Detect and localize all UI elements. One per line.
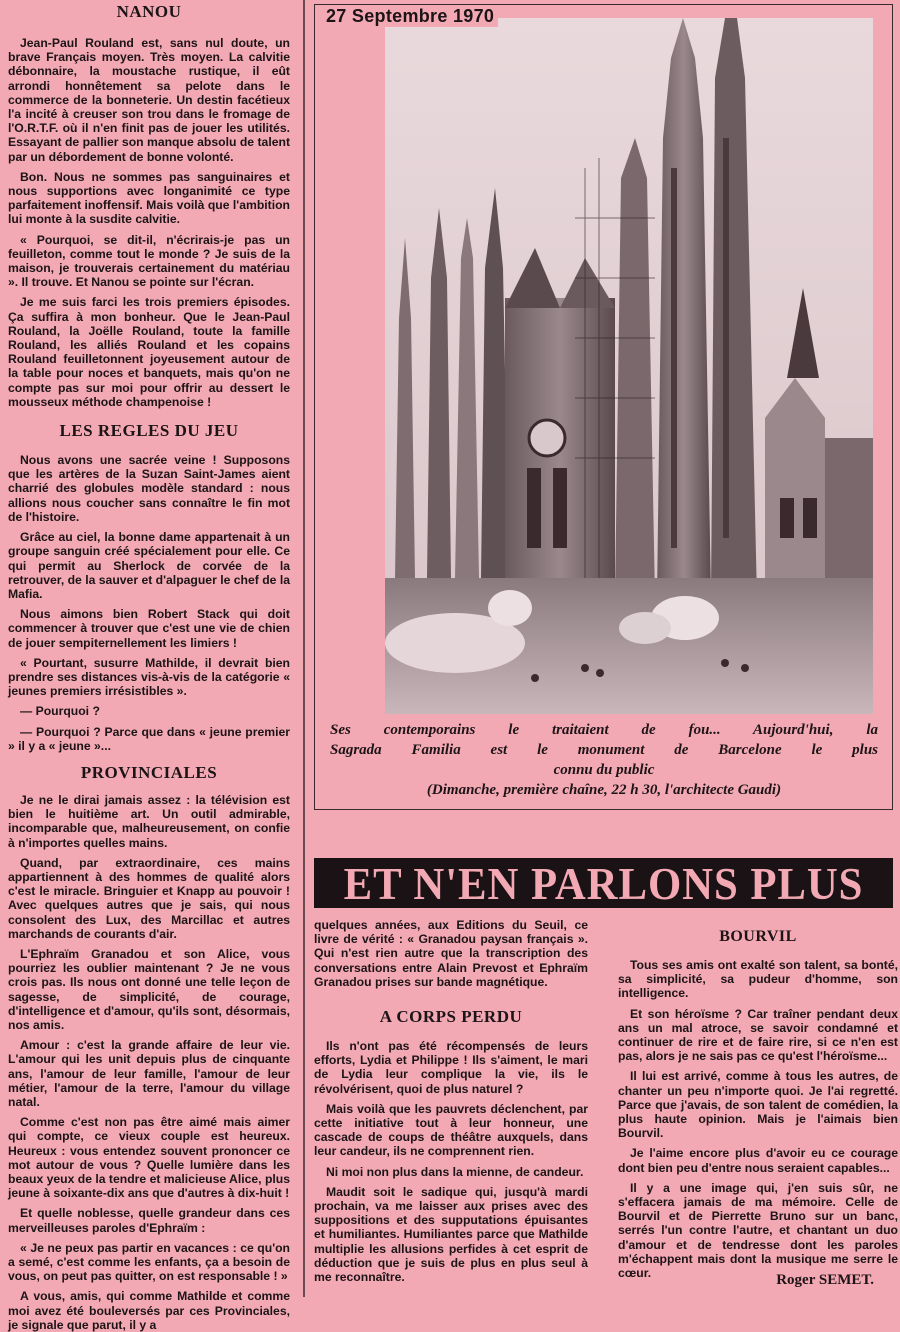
right-column	[618, 928, 898, 1286]
banner-title: ET N'EN PARLONS PLUS	[343, 858, 864, 909]
caption-line: Sagrada Familia est le monument de Barcelone le plus	[330, 742, 878, 758]
article-paragraph: Je ne le dirai jamais assez : la télévision est bien le huitième art. Un outil admirable, incomparable que, malheureusement, on confie à n'importes quelles mains.	[8, 792, 290, 850]
article-paragraph: Je me suis farci les trois premiers épisodes. Ça suffira à mon bonheur. Que le Jean-Paul Rouland, la Joëlle Rouland, toute la famille Rouland, les alliés Rouland et les copains Rouland feuilletonnent joyeusement autour de la table pour noces et banquets, mais qu'on ne compte pas sur moi pour offrir au dessert le mousseux méthode champenoise !	[8, 295, 290, 409]
caption-line: connu du public	[553, 762, 655, 778]
article-paragraph: Amour : c'est la grande affaire de leur vie. L'amour qui les unit depuis plus de cinquante ans, l'amour de leur famille, l'amour de leur métier, l'amour de la terre, l'amour du village natal.	[8, 1038, 290, 1109]
column-banner	[314, 858, 893, 908]
article-paragraph: Il lui est arrivé, comme à tous les autres, de chanter un peu n'importe quoi. Je l'ai regretté. Parce que j'avais, de son talent de comédien, la plus haute opinion. Mais je l'aimais bien Bourvil.	[618, 1069, 898, 1141]
section-title-corps-perdu: A CORPS PERDU	[379, 1007, 523, 1027]
caption-line: (Dimanche, première chaîne, 22 h 30, l'architecte Gaudi)	[426, 782, 782, 798]
article-paragraph: Tous ses amis ont exalté son talent, sa bonté, sa simplicité, sa pudeur d'homme, son intelligence.	[618, 958, 898, 1001]
article-paragraph: Comme c'est non pas être aimé mais aimer qui compte, ce vieux couple est heureux. Heureux : vous entendez souvent prononcer ce mot autour de vous ? Quelle lumière dans les beaux yeux de la tendre et malicieuse Alice, plus jeune à soixante-dix ans que d'autres à dix-huit !	[8, 1115, 291, 1201]
publication-date: 27 Septembre 1970	[322, 6, 498, 27]
section-title-regles: LES REGLES DU JEU	[59, 421, 239, 441]
column-divider	[303, 0, 305, 1297]
article-paragraph: — Pourquoi ? Parce que dans « jeune premier » il y a « jeune »...	[8, 724, 290, 753]
section-title-bourvil: BOURVIL	[719, 928, 797, 945]
section-title-nanou: NANOU	[116, 2, 182, 21]
article-paragraph: quelques années, aux Editions du Seuil, ce livre de vérité : « Granadou paysan français ». Qui n'est rien autre que la transcription des conversations entre Alain Prevost et Ephraïm Granadou prises sur bande magnétique.	[314, 918, 588, 989]
article-paragraph: Il y a une image qui, j'en suis sûr, ne s'effacera jamais de ma mémoire. Celle de Bourvil et de Pierrette Bruno sur un banc, serrés l'un contre l'autre, et chantant un duo d'amour et de tendresse dont les paroles m'échappent mais dont la musique me serre le cœur.	[618, 1180, 898, 1281]
article-paragraph: Quand, par extraordinaire, ces mains appartiennent à des hommes de qualité alors c'est le miracle. Bringuier et Knapp au pouvoir ! Avec quelques autres que je sais, qui nous consolent des Lux, des Marcillac et autres marchands de courants d'air.	[8, 855, 290, 941]
left-column	[8, 0, 291, 1332]
article-paragraph: Ni moi non plus dans la mienne, de candeur.	[326, 1164, 584, 1179]
section-title-provinciales: PROVINCIALES	[80, 762, 218, 782]
article-paragraph: Nous avons une sacrée veine ! Supposons que les artères de la Suzan Saint-James aient charrié des globules modèle standard : nous allions nous coucher sans connaître le fin mot de l'histoire.	[8, 453, 290, 524]
sagrada-familia-photo	[385, 18, 873, 714]
article-paragraph: — Pourquoi ?	[20, 704, 100, 719]
article-paragraph: Jean-Paul Rouland est, sans nul doute, un brave Français moyen. Très moyen. La calvitie débonnaire, la moustache rustique, il eût arrondi honnêtement sa pelote dans le commerce de la bonneterie. Un destin facétieux l'a incité à creuser son trou dans le fromage de l'O.R.T.F. où il n'en finit pas de jouer les utilités. Essayant de pallier son manque absolu de talent par un débordement de bonne volonté.	[8, 36, 290, 164]
article-paragraph: L'Ephraïm Granadou et son Alice, vous pourriez les oublier maintenant ? Je ne vous crois pas. Ils nous ont donné une telle leçon de sagesse, de simplicité, de courage, d'intelligence et d'amour, qu'ils sont, désormais, nos amis.	[8, 946, 290, 1032]
article-paragraph: Grâce au ciel, la bonne dame appartenait à un groupe sanguin créé spécialement pour elle. Ce qui permit au Sherlock de corvée de la retrouver, de la sauver et d'alpaguer le chef de la Mafia.	[8, 530, 290, 601]
article-paragraph: « Je ne peux pas partir en vacances : ce qu'on a semé, c'est comme les enfants, ça a besoin de vous, on peut pas quitter, on est responsable ! »	[8, 1240, 290, 1284]
article-paragraph: Et quelle noblesse, quelle grandeur dans ces merveilleuses paroles d'Ephraïm :	[8, 1206, 290, 1235]
article-paragraph: « Pourtant, susurre Mathilde, il devrait bien prendre ses distances vis-à-vis de la catégorie « jeunes premiers irrésistibles ».	[8, 655, 290, 699]
article-paragraph: Ils n'ont pas été récompensés de leurs efforts, Lydia et Philippe ! Ils s'aiment, le mari de Lydia leur complique la vie, ils le révolvérisent, quoi de plus naturel ?	[314, 1039, 588, 1096]
article-paragraph: Maudit soit le sadique qui, jusqu'à mardi prochain, va me laisser aux prises avec des suppositions et des supputations épuisantes et humiliantes. Humiliantes parce que Mathilde multiplie les allusions perfides à cet esprit de déduction que je suis de plus en plus seul à me reconnaître.	[314, 1184, 588, 1285]
article-paragraph: Mais voilà que les pauvrets déclenchent, par cette initiative tout à leur honneur, une cascade de coups de théâtre auxquels, dans leur candeur, ils ne comprennent rien.	[314, 1101, 588, 1159]
article-paragraph: « Pourquoi, se dit-il, n'écrirais-je pas un feuilleton, comme tout le monde ? Je suis de la maison, je trouverais certainement du matériau ». Il trouve. Et Nanou se pointe sur l'écran.	[8, 232, 290, 290]
article-paragraph: Je l'aime encore plus d'avoir eu ce courage dont bien peu d'entre nous seraient capables...	[618, 1146, 898, 1175]
author-signature: Roger SEMET.	[776, 1272, 874, 1288]
caption-line: Ses contemporains le traitaient de fou... Aujourd'hui, la	[330, 722, 878, 738]
photo-caption	[330, 720, 878, 800]
article-paragraph: A vous, amis, qui comme Mathilde et comme moi avez été bouleversés par ces Provinciales, je signale que parut, il y a	[8, 1289, 290, 1332]
article-paragraph: Et son héroïsme ? Car traîner pendant deux ans un mal atroce, se savoir condamné et continuer de rire et de faire rire, si ce n'en est pas, alors je ne sais pas ce qu'est l'héroïsme...	[618, 1006, 898, 1064]
article-paragraph: Nous aimons bien Robert Stack qui doit commencer à trouver que c'est une vie de chien de jouer sempiternellement les limiers !	[8, 607, 290, 650]
middle-column	[314, 918, 588, 1290]
article-paragraph: Bon. Nous ne sommes pas sanguinaires et nous supportions avec longanimité ce type parfaitement inoffensif. Mais voilà que l'ambition lui monte à la susdite calvitie.	[8, 169, 290, 227]
